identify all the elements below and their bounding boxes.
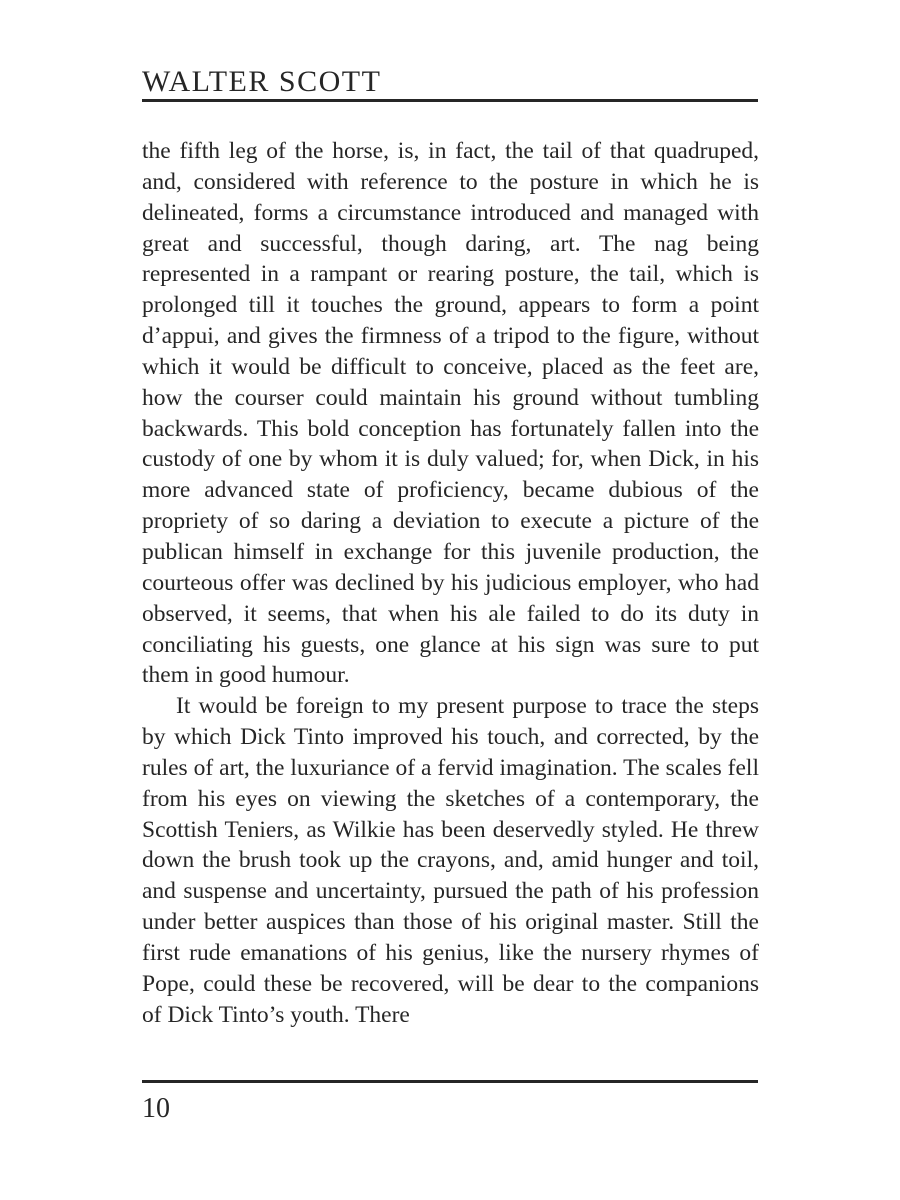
- body-text: [142, 136, 759, 1030]
- footer-rule: [142, 1080, 758, 1083]
- running-header: WALTER SCOTT: [142, 65, 382, 98]
- paragraph: It would be foreign to my present purpose to trace the steps by which Dick Tinto improved his touch, and corrected, by the rules of art, the luxuriance of a fervid imagination. The scales fell from his eyes on viewing the sketches of a contemporary, the Scottish Teniers, as Wilkie has been deservedly styled. He threw down the brush took up the crayons, and, amid hunger and toil, and suspense and uncertainty, pursued the path of his profession under better auspices than those of his original master. Still the first rude emanations of his genius, like the nursery rhymes of Pope, could these be recovered, will be dear to the companions of Dick Tinto’s youth. There: [142, 693, 759, 1028]
- paragraph: the fifth leg of the horse, is, in fact, the tail of that quadruped, and, considered with reference to the posture in which he is delineated, forms a circumstance introduced and managed with great and successful, though daring, art. The nag being represented in a rampant or rearing posture, the tail, which is prolonged till it touches the ground, appears to form a point d’appui, and gives the firmness of a tripod to the figure, without which it would be difficult to conceive, placed as the feet are, how the courser could maintain his ground without tumbling backwards. This bold conception has fortunately fallen into the custody of one by whom it is duly valued; for, when Dick, in his more advanced state of proficiency, became dubious of the propriety of so daring a deviation to execute a picture of the publican himself in exchange for this juvenile production, the courteous offer was declined by his judicious employer, who had observed, it seems, that when his ale failed to do its duty in conciliating his guests, one glance at his sign was sure to put them in good humour.: [142, 138, 759, 689]
- header-rule: [142, 99, 758, 102]
- page-number: 10: [142, 1093, 170, 1124]
